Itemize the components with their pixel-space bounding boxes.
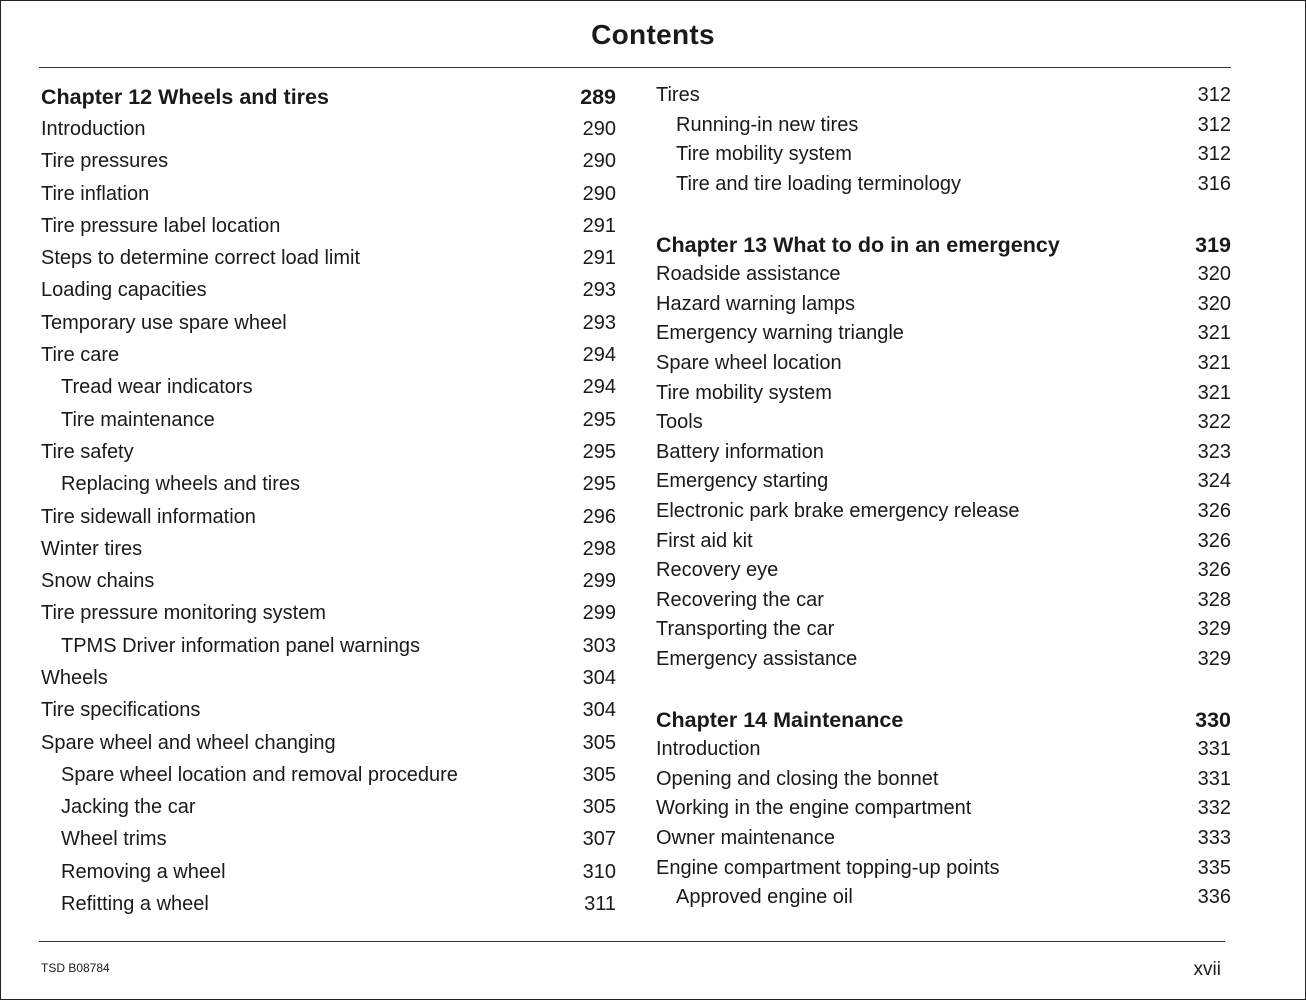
toc-entry xyxy=(656,586,1231,616)
toc-entry-title: Wheels xyxy=(41,666,108,689)
toc-entry xyxy=(41,662,616,694)
toc-page-number: 290 xyxy=(582,182,616,205)
toc-entry-title: Hazard warning lamps xyxy=(656,292,855,315)
toc-entry-title: Chapter 13 What to do in an emergency xyxy=(656,232,1060,257)
toc-entry-title: Running-in new tires xyxy=(676,113,859,136)
toc-subentry xyxy=(41,404,616,436)
toc-page-number: 299 xyxy=(582,602,616,625)
toc-page-number: 304 xyxy=(582,699,616,722)
toc-subentry xyxy=(41,759,616,791)
toc-page-number: 291 xyxy=(582,214,616,237)
toc-entry-title: Tire sidewall information xyxy=(41,505,256,528)
toc-entry-title: Battery information xyxy=(656,440,824,463)
toc-page-number: 323 xyxy=(1197,440,1231,463)
toc-entry-title: Owner maintenance xyxy=(656,826,835,849)
toc-entry-title: Winter tires xyxy=(41,537,143,560)
toc-entry xyxy=(41,242,616,274)
toc-entry-title: Electronic park brake emergency release xyxy=(656,500,1020,523)
toc-entry-title: Removing a wheel xyxy=(61,860,226,883)
toc-page-number: 307 xyxy=(582,828,616,851)
toc-page-number: 305 xyxy=(582,796,616,819)
toc-page-number: 330 xyxy=(1195,707,1231,732)
toc-entry xyxy=(41,436,616,468)
toc-entry-title: Temporary use spare wheel xyxy=(41,311,287,334)
toc-page-number: 326 xyxy=(1197,529,1231,552)
toc-entry-title: TPMS Driver information panel warnings xyxy=(61,634,421,657)
toc-entry-title: Engine compartment topping-up points xyxy=(656,856,1000,879)
toc-entry-title: Jacking the car xyxy=(61,796,196,819)
toc-entry xyxy=(41,695,616,727)
toc-entry-title: First aid kit xyxy=(656,529,753,552)
toc-entry xyxy=(656,81,1231,111)
toc-page-number: 305 xyxy=(582,731,616,754)
toc-page-number: 303 xyxy=(582,634,616,657)
toc-entry-title: Tire pressure label location xyxy=(41,214,281,237)
toc-subentry xyxy=(656,883,1231,913)
toc-page-number: 320 xyxy=(1197,292,1231,315)
bottom-divider xyxy=(39,941,1225,942)
toc-entry-title: Tire maintenance xyxy=(61,408,215,431)
toc-entry xyxy=(656,260,1231,290)
toc-page-number: 319 xyxy=(1195,232,1231,257)
toc-entry-title: Steps to determine correct load limit xyxy=(41,247,361,270)
toc-entry-title: Loading capacities xyxy=(41,279,207,302)
toc-page-number: 336 xyxy=(1197,886,1231,909)
toc-subentry xyxy=(41,630,616,662)
toc-page-number: 333 xyxy=(1197,826,1231,849)
toc-entry xyxy=(656,349,1231,379)
toc-entry-title: Spare wheel location and removal procedure xyxy=(61,763,458,786)
toc-entry-title: Spare wheel location xyxy=(656,352,842,375)
toc-page-number: 298 xyxy=(582,537,616,560)
toc-entry xyxy=(656,467,1231,497)
toc-entry-title: Snow chains xyxy=(41,570,155,593)
toc-entry xyxy=(656,794,1231,824)
toc-page-number: 326 xyxy=(1197,500,1231,523)
toc-subentry xyxy=(656,140,1231,170)
toc-entry-title: Wheel trims xyxy=(61,828,167,851)
toc-chapter-heading xyxy=(656,705,1231,735)
toc-entry xyxy=(41,533,616,565)
toc-entry xyxy=(41,178,616,210)
toc-page-number: 299 xyxy=(582,570,616,593)
toc-entry xyxy=(656,378,1231,408)
toc-page-number: 332 xyxy=(1197,797,1231,820)
toc-entry-title: Transporting the car xyxy=(656,618,835,641)
toc-page-number: 311 xyxy=(584,893,616,916)
toc-entry-title: Refitting a wheel xyxy=(61,893,209,916)
toc-page-number: 321 xyxy=(1197,381,1231,404)
toc-page-number: 331 xyxy=(1197,738,1231,761)
toc-entry-title: Recovering the car xyxy=(656,588,824,611)
toc-entry-title: Recovery eye xyxy=(656,559,779,582)
toc-entry xyxy=(656,615,1231,645)
toc-entry xyxy=(656,526,1231,556)
toc-subentry xyxy=(41,824,616,856)
toc-entry-title: Emergency starting xyxy=(656,470,829,493)
toc-page-number: 296 xyxy=(582,505,616,528)
toc-page-number: 289 xyxy=(580,84,616,109)
toc-page-number: 295 xyxy=(582,408,616,431)
toc-entry xyxy=(41,113,616,145)
toc-entry xyxy=(656,824,1231,854)
toc-page-number: 293 xyxy=(582,279,616,302)
toc-page-number: 294 xyxy=(582,344,616,367)
toc-entry xyxy=(41,146,616,178)
page-title: Contents xyxy=(591,19,715,50)
toc-entry xyxy=(656,438,1231,468)
toc-entry-title: Replacing wheels and tires xyxy=(61,473,301,496)
toc-page-number: 312 xyxy=(1197,84,1231,107)
toc-page-number: 295 xyxy=(582,473,616,496)
toc-page-number: 331 xyxy=(1197,767,1231,790)
toc-left-column xyxy=(41,81,616,921)
toc-page-number: 305 xyxy=(582,763,616,786)
toc-entry xyxy=(41,501,616,533)
toc-page-number: 329 xyxy=(1197,647,1231,670)
toc-entry-title: Emergency assistance xyxy=(656,647,858,670)
toc-page-number: 320 xyxy=(1197,263,1231,286)
toc-entry-title: Tread wear indicators xyxy=(61,376,253,399)
toc-entry-title: Introduction xyxy=(656,738,761,761)
section-gap xyxy=(656,674,1231,705)
toc-entry-title: Working in the engine compartment xyxy=(656,797,972,820)
toc-page-number: 295 xyxy=(582,440,616,463)
toc-page-number: 326 xyxy=(1197,559,1231,582)
toc-page-number: 290 xyxy=(582,117,616,140)
toc-page-number: 294 xyxy=(582,376,616,399)
toc-entry-title: Emergency warning triangle xyxy=(656,322,904,345)
toc-entry xyxy=(656,319,1231,349)
toc-page-number: 324 xyxy=(1197,470,1231,493)
toc-chapter-heading xyxy=(656,230,1231,260)
toc-entry-title: Tire and tire loading terminology xyxy=(676,173,961,196)
toc-entry xyxy=(656,497,1231,527)
toc-entry-title: Approved engine oil xyxy=(676,886,853,909)
document-code: TSD B08784 xyxy=(41,961,110,975)
toc-entry xyxy=(656,735,1231,765)
toc-entry-title: Tire mobility system xyxy=(656,381,832,404)
toc-entry-title: Tire mobility system xyxy=(676,143,852,166)
toc-entry-title: Tools xyxy=(656,411,703,434)
toc-chapter-heading xyxy=(41,81,616,113)
toc-subentry xyxy=(41,469,616,501)
toc-page-number: 321 xyxy=(1197,352,1231,375)
toc-entry-title: Spare wheel and wheel changing xyxy=(41,731,336,754)
toc-entry xyxy=(656,645,1231,675)
toc-entry-title: Tires xyxy=(656,84,700,107)
section-gap xyxy=(656,199,1231,230)
toc-page-number: 293 xyxy=(582,311,616,334)
top-divider xyxy=(39,67,1231,68)
toc-entry xyxy=(656,853,1231,883)
toc-page-number: 310 xyxy=(582,860,616,883)
toc-entry xyxy=(656,556,1231,586)
toc-entry xyxy=(41,565,616,597)
toc-entry xyxy=(41,598,616,630)
toc-entry-title: Chapter 14 Maintenance xyxy=(656,707,904,732)
toc-subentry xyxy=(41,792,616,824)
toc-entry xyxy=(41,339,616,371)
toc-subentry xyxy=(41,888,616,920)
toc-subentry xyxy=(656,170,1231,200)
toc-page-number: 329 xyxy=(1197,618,1231,641)
toc-subentry xyxy=(41,372,616,404)
toc-page-number: 322 xyxy=(1197,411,1231,434)
toc-entry-title: Tire pressure monitoring system xyxy=(41,602,326,625)
toc-entry xyxy=(656,764,1231,794)
toc-page-number: 304 xyxy=(582,666,616,689)
toc-entry-title: Tire specifications xyxy=(41,699,201,722)
toc-right-column xyxy=(656,81,1231,912)
toc-page-number: 291 xyxy=(582,247,616,270)
toc-subentry xyxy=(656,111,1231,141)
toc-subentry xyxy=(41,856,616,888)
toc-page-number: 312 xyxy=(1197,143,1231,166)
toc-entry xyxy=(41,210,616,242)
toc-page-number: 321 xyxy=(1197,322,1231,345)
toc-page-number: 335 xyxy=(1197,856,1231,879)
toc-entry xyxy=(41,307,616,339)
page-number: xvii xyxy=(1193,959,1221,980)
toc-entry-title: Chapter 12 Wheels and tires xyxy=(41,84,329,109)
toc-entry-title: Opening and closing the bonnet xyxy=(656,767,939,790)
toc-entry-title: Roadside assistance xyxy=(656,263,841,286)
toc-entry xyxy=(656,408,1231,438)
toc-entry-title: Tire safety xyxy=(41,440,134,463)
toc-page-number: 290 xyxy=(582,150,616,173)
toc-entry-title: Tire inflation xyxy=(41,182,150,205)
toc-entry-title: Tire care xyxy=(41,344,120,367)
toc-entry xyxy=(41,275,616,307)
toc-entry-title: Introduction xyxy=(41,117,146,140)
toc-page-number: 316 xyxy=(1197,173,1231,196)
toc-page-number: 312 xyxy=(1197,113,1231,136)
toc-entry xyxy=(41,727,616,759)
toc-entry xyxy=(656,290,1231,320)
toc-entry-title: Tire pressures xyxy=(41,150,169,173)
toc-page-number: 328 xyxy=(1197,588,1231,611)
